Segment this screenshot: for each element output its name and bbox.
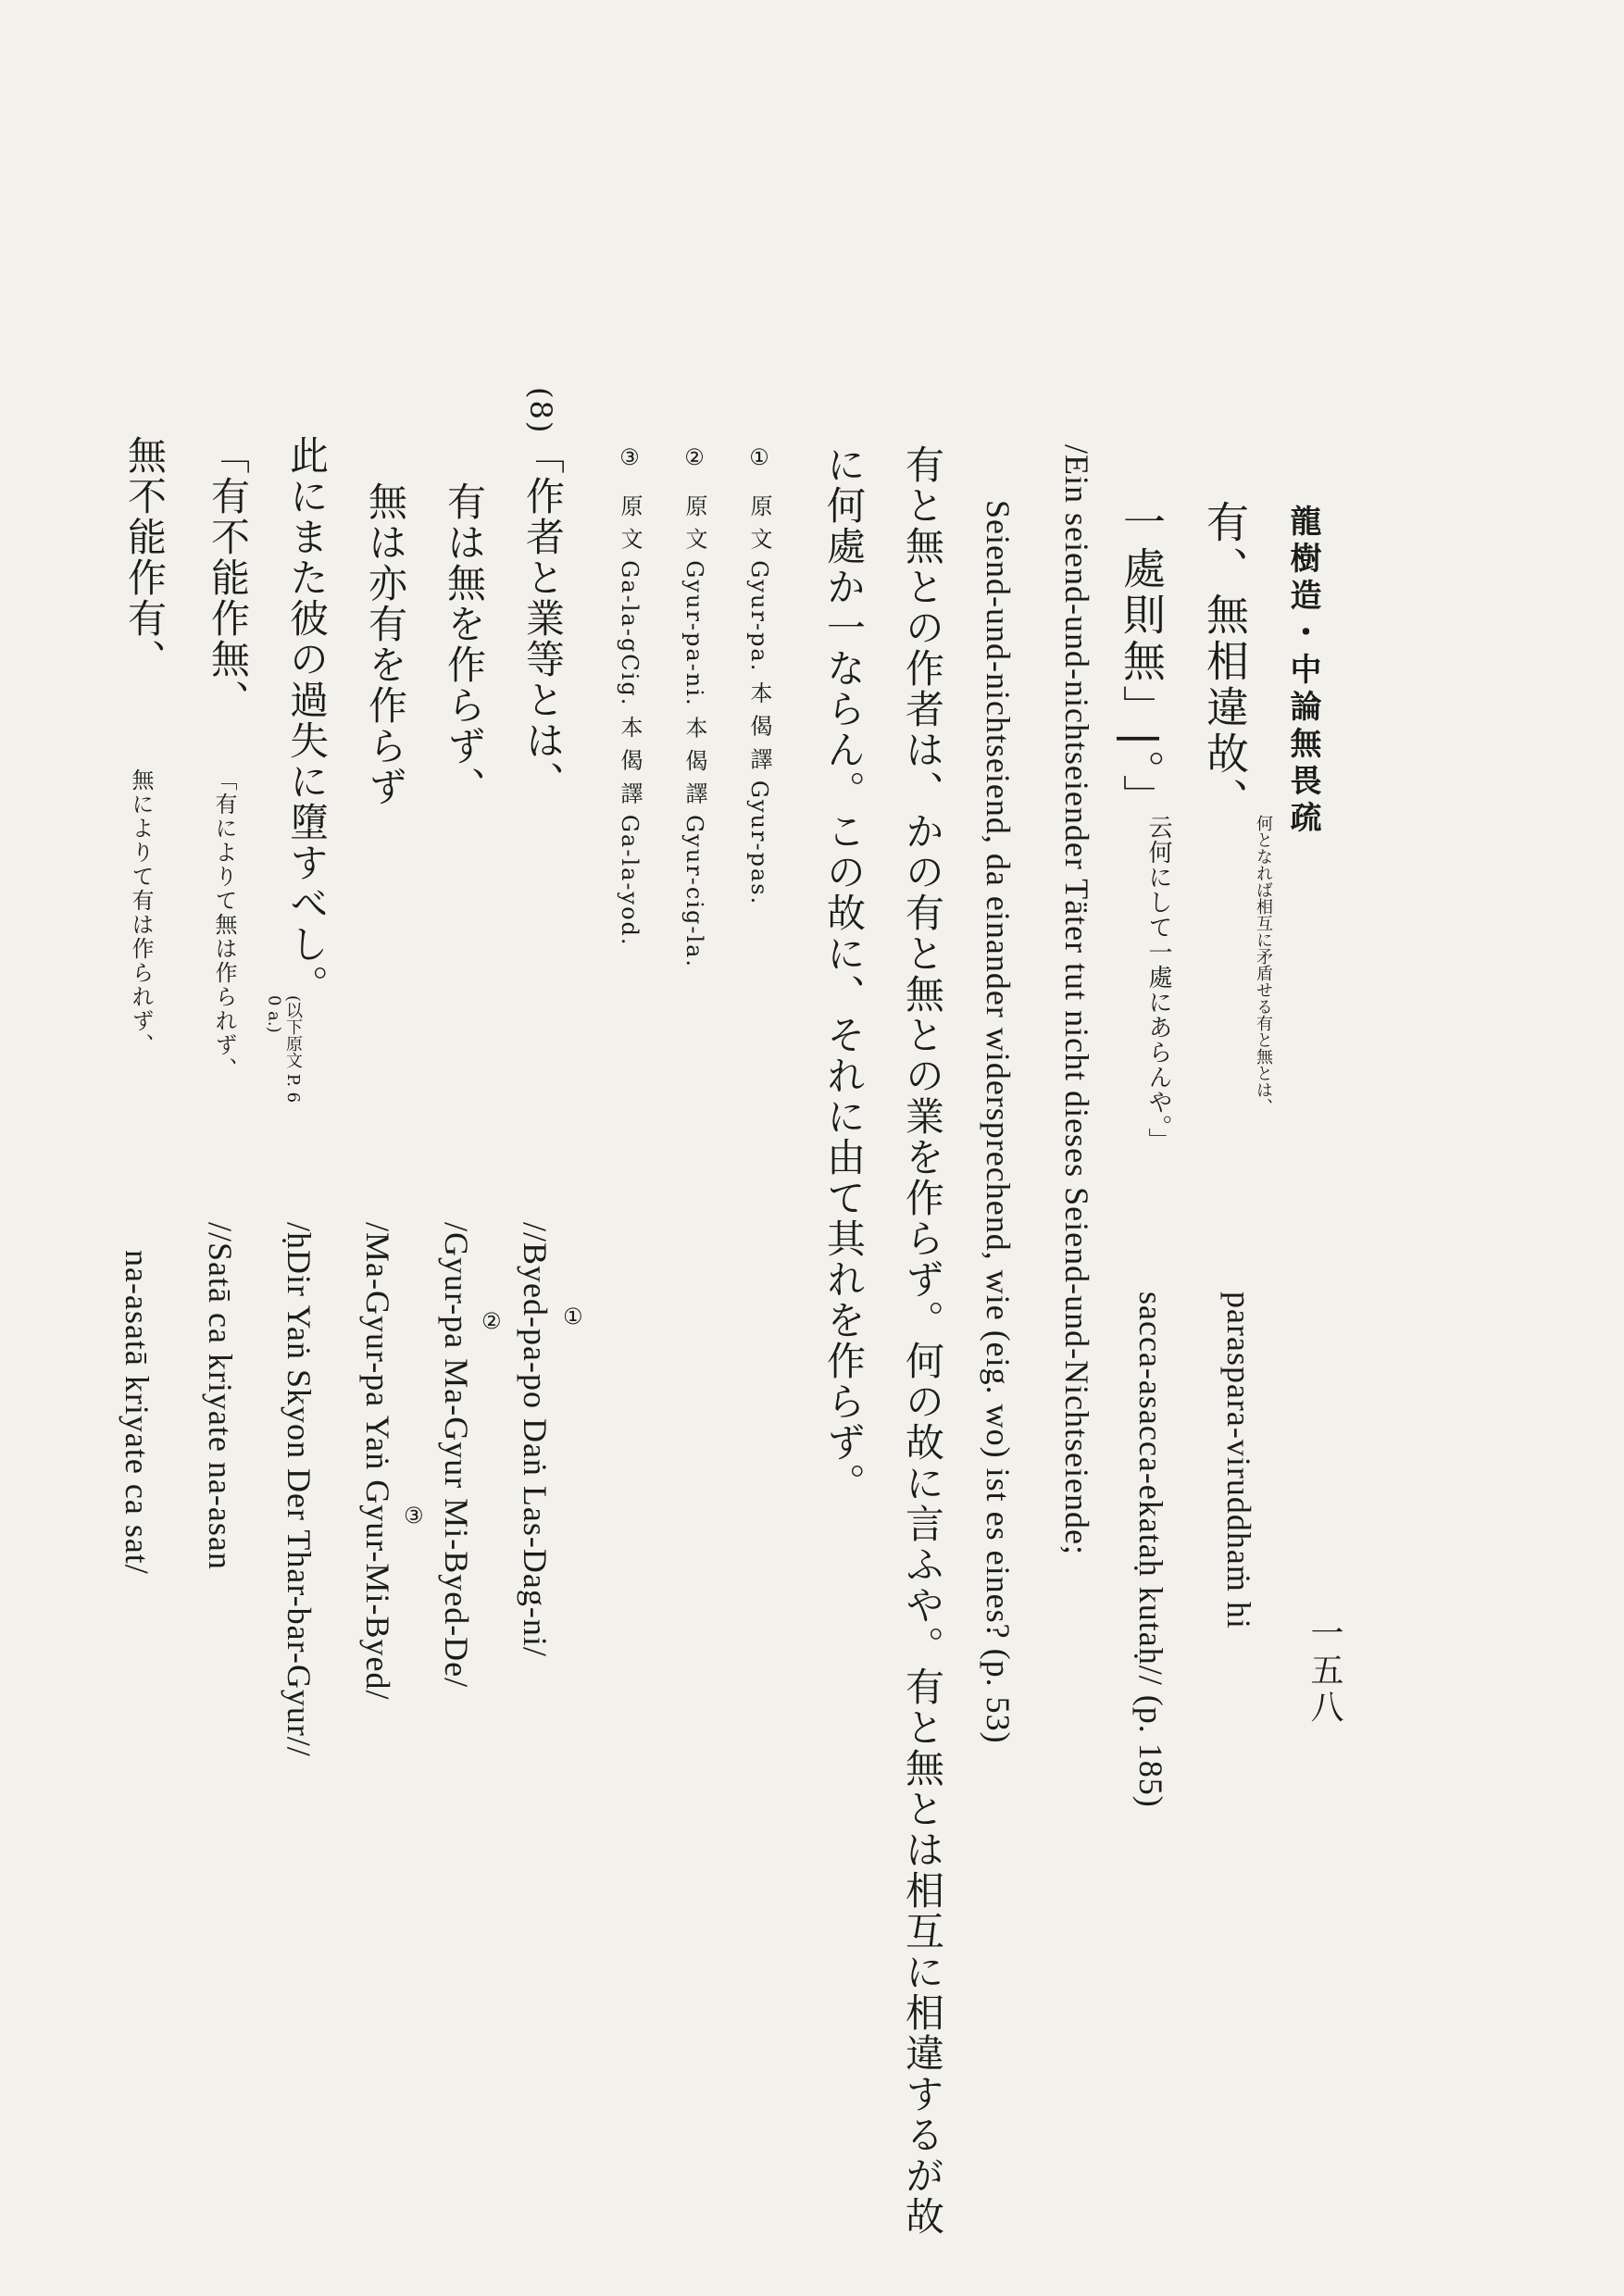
footnote-1 — [748, 444, 770, 905]
footnote-3-text: 原 文 Ga-la-gCig. 本 偈 譯 Ga-la-yod. — [617, 493, 643, 947]
commentary-line-1: 有と無との作者は、かの有と無との業を作らず。何の故に言ふや。有と無とは相互に相違するが故 — [900, 444, 945, 2237]
footnote-3 — [618, 444, 641, 946]
footnote-ref-1: ① — [563, 1304, 583, 1329]
section-8-line-2: 有は無を作らず、 — [442, 481, 487, 807]
footnote-2 — [683, 444, 706, 968]
sanskrit-line-2: sacca-asacca-ekataḥ kutaḥ// (p. 185) — [1132, 1292, 1169, 1808]
verse-gloss-2: 云何にして一處にあらんや。」 — [1144, 815, 1172, 1153]
footnote-3-number: ③ — [617, 444, 643, 472]
section-8-line-1: 「作者と業等とは、 — [520, 435, 566, 802]
verse-line-1: 有、無相違故、 — [1200, 500, 1250, 824]
footnote-ref-3: ③ — [404, 1503, 424, 1529]
page-number: 一五八 — [1305, 1616, 1343, 1727]
verse-gloss-1: 何となれば相互に矛盾せる有と無とは、 — [1254, 815, 1273, 1115]
section-8-line-6-gloss: 無によりて有は作られず、 — [128, 768, 154, 1057]
section-8-line-4-note: (以下原文 P. 6 0 a.) — [264, 995, 303, 1104]
tibetan-line-1: //Byed-pa-po Daṅ Las-Dag-ni/ — [517, 1222, 554, 1657]
footnote-ref-2: ② — [481, 1308, 502, 1334]
section-8-line-4: 此にまた彼の過失に墮すべし。 — [284, 435, 330, 1005]
sanskrit-line-1: paraspara-viruddhaṁ hi — [1220, 1292, 1257, 1629]
footnote-1-number: ① — [746, 444, 772, 472]
section-8-marker: (8) — [523, 387, 558, 435]
verse-line-2: 一處則無」|。」 — [1117, 500, 1167, 821]
tibetan-line-2: /Gyur-pa Ma-Gyur Mi-Byed-De/ — [438, 1222, 475, 1689]
german-line-1: /Ein seiend-und-nichtseiender Täter tut nicht dieses Seiend-und-Nichtseiende; — [1058, 444, 1095, 1555]
tibetan-line-4: /ḥDir Yaṅ Skyon Der Thar-bar-Gyur// — [281, 1222, 318, 1757]
german-line-2: Seiend-und-nichtseiend, da einander widersprechend, wie (eig. wo) ist es eines? (p. 53) — [980, 500, 1017, 1744]
sanskrit-line-3: //Satā ca kriyate na-asan — [202, 1222, 239, 1570]
section-8-line-5: 「有不能作無、 — [206, 435, 251, 720]
running-header: 龍樹造・中論無畏疏 — [1284, 505, 1321, 838]
footnote-2-text: 原 文 Gyur-pa-ni. 本 偈 譯 Gyur-cig-la. — [681, 493, 707, 968]
footnote-2-number: ② — [681, 444, 707, 472]
sanskrit-line-4: na-asatā kriyate ca sat/ — [119, 1250, 156, 1575]
footnote-1-text: 原 文 Gyur-pa. 本 偈 譯 Gyur-pas. — [746, 493, 772, 905]
section-8-line-6: 無不能作有、 — [122, 435, 168, 680]
section-8-line-5-gloss: 「有によりて無は作られず、 — [211, 768, 237, 1081]
section-8-line-3: 無は亦有を作らず — [363, 481, 408, 807]
tibetan-line-3: /Ma-Gyur-pa Yaṅ Gyur-Mi-Byed/ — [359, 1222, 396, 1701]
commentary-line-2: に何處か一ならん。この故に、それに由て其れを作らず。 — [821, 444, 867, 1504]
